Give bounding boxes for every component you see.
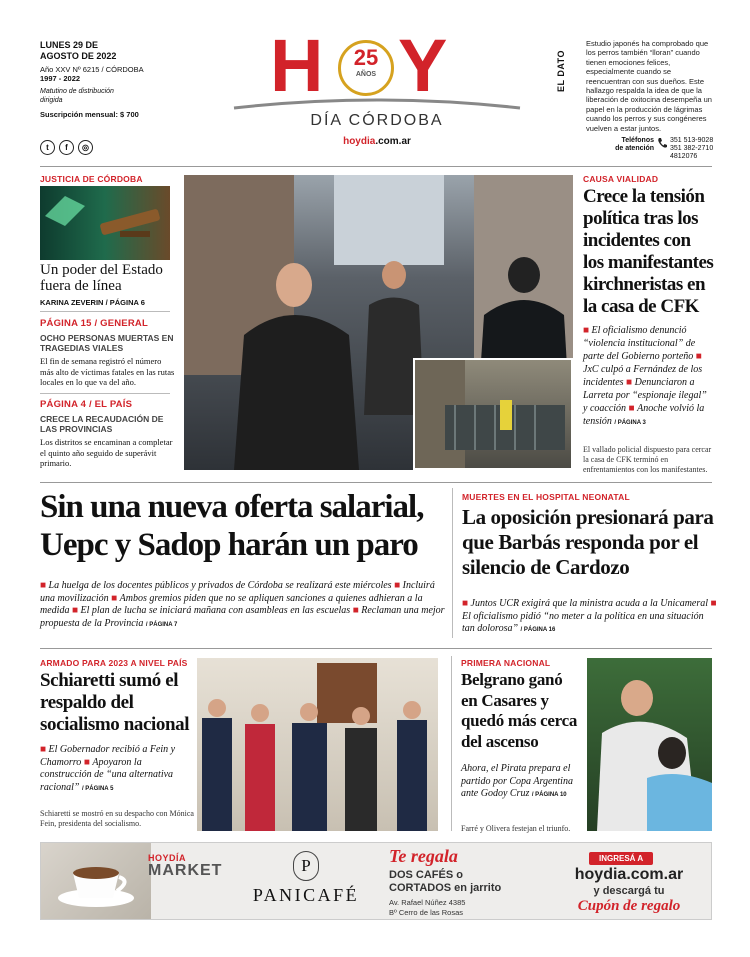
- logo-letter-y: Y: [398, 24, 448, 107]
- right-bullet-1: El oficialismo denunció “violencia institucional” de parte del Gobierno porteño: [583, 325, 696, 362]
- ad-banner[interactable]: [40, 842, 712, 920]
- ad-offer-1: DOS CAFÉS o: [389, 869, 463, 881]
- right-bullet-2: JxC culpó a Fernández de los incidentes: [583, 364, 703, 388]
- left-byline-1: [40, 298, 145, 307]
- ad-site[interactable]: hoydia.com.ar: [574, 866, 684, 883]
- subscription: Suscripción mensual: $ 700: [40, 110, 139, 119]
- instagram-icon[interactable]: ◎: [78, 140, 93, 155]
- phone-block: [614, 137, 713, 161]
- left-section-2: PÁGINA 15 / GENERAL: [40, 318, 148, 329]
- belgrano-photo: [587, 658, 712, 831]
- facebook-icon[interactable]: f: [59, 140, 74, 155]
- players-scene: [587, 658, 712, 831]
- neonatal-bullet-2: El oficialismo pidió “no meter a la política en una situación tan dolorosa”: [462, 610, 704, 634]
- panicafe-name: PANICAFÉ: [252, 885, 360, 905]
- phone-1[interactable]: 351 513-9028: [670, 137, 714, 144]
- main-headline[interactable]: Sin una nueva oferta salarial, Uepc y Sadop harán un paro: [40, 489, 424, 563]
- ad-desc: y descargá tu: [593, 885, 665, 897]
- left-text-3: Los distritos se encaminan a completar el quinto año seguido de superávit primario.: [40, 437, 173, 468]
- schiaretti-bullet-1: El Gobernador recibió a Fein y Chamorro: [40, 744, 176, 768]
- schiaretti-photo: [197, 658, 438, 831]
- logo: [232, 24, 522, 147]
- left-headline-3[interactable]: CRECE LA RECAUDACIÓN DE LAS PROVINCIAS: [40, 414, 164, 434]
- left-section-3: PÁGINA 4 / EL PAÍS: [40, 399, 133, 410]
- ad-coffee-image: [41, 843, 151, 920]
- divider: [40, 311, 170, 312]
- site-url-rest: .com.ar: [375, 136, 411, 147]
- belgrano-section: PRIMERA NACIONAL: [461, 658, 551, 668]
- belgrano-caption: Farré y Olivera festejan el triunfo.: [461, 824, 571, 833]
- schiaretti-caption: Schiaretti se mostró en su despacho con Mónica Fein, presidenta del socialismo.: [40, 809, 194, 828]
- byline-name: KARINA ZEVERIN: [40, 298, 104, 307]
- schiaretti-bullets: ■ El Gobernador recibió a Fein y Chamorro ■ Apoyaron la construcción de “una alternativa racional” / PÁGINA 5: [40, 744, 176, 793]
- coffee-cup-icon: [41, 843, 151, 920]
- gavel-icon: [40, 186, 170, 260]
- anniversary-badge: [338, 40, 394, 96]
- belgrano-headline[interactable]: Belgrano ganó en Casares y quedó más cerca del ascenso: [461, 670, 578, 751]
- divider: [40, 482, 712, 483]
- ad-brand-bottom: MARKET: [148, 862, 223, 879]
- social-links: [40, 140, 97, 155]
- neonatal-section: MUERTES EN EL HOSPITAL NEONATAL: [462, 492, 630, 502]
- right-bullet-4: Anoche volvió la tensión: [583, 403, 705, 427]
- belgrano-page: / PÁGINA 10: [531, 792, 567, 798]
- masthead-info: [40, 40, 190, 119]
- masthead-divider: [40, 166, 712, 167]
- fence-inset-photo: [413, 358, 573, 470]
- tagline: Matutino de distribución dirigida: [40, 88, 114, 104]
- logo-letter-h: H: [270, 24, 324, 107]
- phone-icon: [657, 137, 667, 149]
- schiaretti-headline[interactable]: Schiaretti sumó el respaldo del socialismo nacional: [40, 670, 190, 735]
- ad-address-2: Bº Cerro de las Rosas: [389, 908, 464, 917]
- ad-coupon: Cupón de regalo: [577, 898, 681, 914]
- panicafe-letter-icon: P: [293, 851, 319, 881]
- belgrano-text: [461, 763, 581, 802]
- right-headline[interactable]: Crece la tensión política tras los incidentes con los manifestantes kirchneristas en la casa de CFK: [583, 186, 714, 317]
- main-page: / PÁGINA 7: [145, 621, 178, 628]
- neonatal-bullets: ■ Juntos UCR exigirá que la ministra acuda a la Unicameral ■ El oficialismo pidió “no meter a la política en una situación tan dolorosa” / PÁGINA 16: [462, 598, 717, 634]
- right-bullet-3: Denunciaron a Larreta por “espionaje ilegal” y coacción: [583, 377, 707, 414]
- edition: Año XXV Nº 6215 / CÓRDOBA: [40, 65, 144, 74]
- divider: [452, 488, 453, 638]
- schiaretti-bullet-2: Apoyaron la construcción de “una alternativa racional”: [40, 756, 174, 793]
- right-bullets: ■ El oficialismo denunció “violencia institucional” de parte del Gobierno porteño ■ JxC culpó a Fernández de los incidentes ■ Denunciaron a Larreta por “espionaje ilegal” y coacción ■ Anoche volvió la tensión / PÁGINA 3: [583, 325, 707, 427]
- left-text-2: El fin de semana registró el número más alto de víctimas fatales en las rutas locales en lo que va del año.: [40, 356, 175, 387]
- left-headline-1[interactable]: Un poder del Estado fuera de línea: [40, 262, 163, 294]
- site-url-bold: hoydia: [343, 136, 376, 147]
- years: 1997 - 2022: [40, 74, 81, 83]
- dato-label: EL DATO: [556, 49, 566, 92]
- group-scene: [197, 658, 438, 831]
- site-url[interactable]: [232, 136, 522, 147]
- schiaretti-section: ARMADO PARA 2023 A NIVEL PAÍS: [40, 658, 188, 668]
- right-caption: El vallado policial dispuesto para cercar la casa de CFK terminó en enfrentamientos con los manifestantes.: [583, 445, 712, 474]
- ad-te-regala: Te regala: [389, 846, 458, 866]
- fence-scene: [415, 360, 573, 470]
- logo-swoosh: [232, 98, 522, 112]
- right-page: / PÁGINA 3: [614, 420, 646, 426]
- divider: [40, 393, 170, 394]
- main-bullet-1: La huelga de los docentes públicos y privados de Córdoba se realizará este miércoles: [48, 580, 392, 591]
- ad-cta-badge[interactable]: INGRESÁ A: [589, 852, 653, 865]
- main-bullets: ■ La huelga de los docentes públicos y privados de Córdoba se realizará este miércoles ■ Incluirá una movilización ■ Ambos gremios piden que no se apliquen sanciones a quienes adhieran a la medida ■ El plan de lucha se iniciará mañana con asambleas en las escuelas ■ Reclaman una mejor propuesta de la Provincia / PÁGINA 7: [40, 580, 445, 629]
- issue-date: LUNES 29 DE AGOSTO DE 2022: [40, 40, 117, 61]
- main-bullet-5: Reclaman una mejor propuesta de la Provincia: [40, 605, 445, 629]
- phone-3[interactable]: 4812076: [670, 153, 698, 160]
- ad-offer-2: CORTADOS en jarrito: [389, 882, 502, 894]
- panicafe-logo: [236, 851, 376, 906]
- ad-brand-top: HOYDÍA: [148, 853, 187, 863]
- twitter-icon[interactable]: t: [40, 140, 55, 155]
- neonatal-headline[interactable]: La oposición presionará para que Barbás responda por el silencio de Cardozo: [462, 505, 714, 579]
- main-bullet-3: Ambos gremios piden que no se apliquen sanciones a quienes adhieran a la medida: [40, 592, 423, 616]
- phone-2[interactable]: 351 382-2710: [670, 145, 714, 152]
- neonatal-bullet-1: Juntos UCR exigirá que la ministra acuda a la Unicameral: [470, 598, 709, 609]
- phone-label: Teléfonos de atención: [615, 137, 654, 152]
- logo-subtitle: DÍA CÓRDOBA: [310, 112, 444, 129]
- main-bullet-4: El plan de lucha se iniciará mañana con asambleas en las escuelas: [80, 605, 351, 616]
- belgrano-body: Ahora, el Pirata prepara el partido por Copa Argentina ante Godoy Cruz: [461, 763, 573, 799]
- left-headline-2[interactable]: OCHO PERSONAS MUERTAS EN TRAGEDIAS VIALES: [40, 333, 174, 353]
- divider: [451, 656, 452, 831]
- schiaretti-page: / PÁGINA 5: [81, 785, 114, 792]
- neonatal-page: / PÁGINA 16: [520, 627, 556, 633]
- main-bullet-2: Incluirá una movilización: [40, 580, 435, 604]
- justice-image: [40, 186, 170, 260]
- logo-anos: AÑOS: [355, 71, 377, 78]
- ad-address-1: Av. Rafael Núñez 4385: [389, 898, 466, 907]
- logo-25: 25: [353, 45, 379, 70]
- left-section-1: JUSTICIA DE CÓRDOBA: [40, 174, 143, 184]
- divider: [40, 648, 712, 649]
- byline-page: / PÁGINA 6: [105, 298, 145, 307]
- dato-text: Estudio japonés ha comprobado que los perros también “lloran” cuando tienen emociones felices, especialmente cuando se reencuentran con sus dueños. Este hallazgo respalda la idea de que la liberación de oxitocina desempeña un papel en la producción de lágrimas cuando los perros y sus congéneres vuelven a estar juntos.: [586, 39, 712, 133]
- right-section: CAUSA VIALIDAD: [583, 174, 659, 184]
